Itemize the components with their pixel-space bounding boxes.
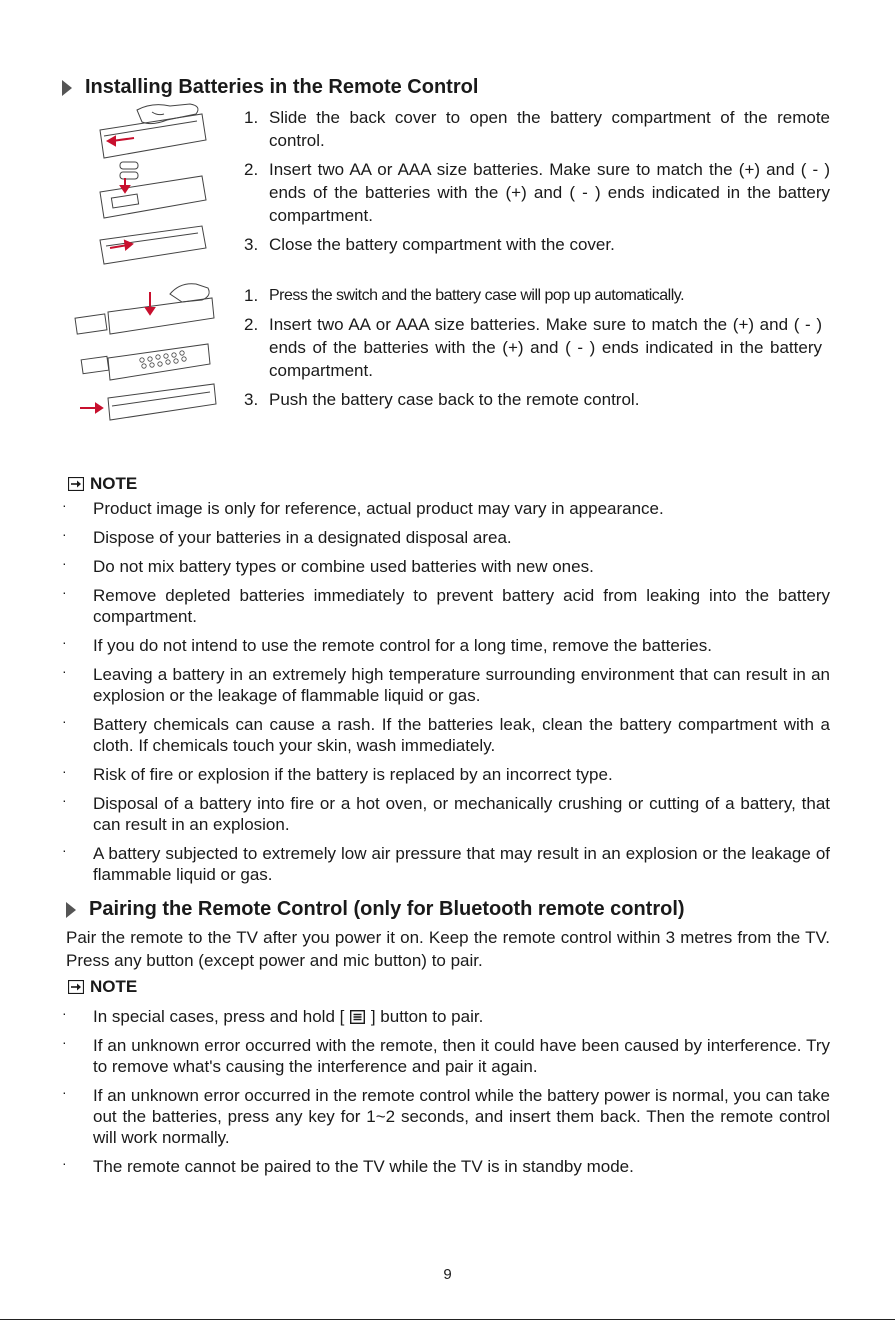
section-heading-installing-batteries xyxy=(62,76,478,99)
list-item: · Battery chemicals can cause a rash. If the batteries leak, clean the battery compartment with a cloth. If chemicals touch your skin, wash immediately. xyxy=(62,713,830,755)
triangle-bullet-icon xyxy=(66,902,76,918)
page-number: 9 xyxy=(443,1266,452,1283)
list-item: · Risk of fire or explosion if the battery is replaced by an incorrect type. xyxy=(62,763,613,784)
step-text: Push the battery case back to the remote control. xyxy=(269,390,640,409)
bottom-divider xyxy=(0,1319,895,1320)
list-item: · If an unknown error occurred with the remote, then it could have been caused by interference. Try to remove what's causing the interference and pair it again. xyxy=(62,1034,830,1076)
step-text: Close the battery compartment with the cover. xyxy=(269,235,615,254)
step-text: Insert two AA or AAA size batteries. Make sure to match the (+) and ( - ) ends of the batteries with the (+) and ( - ) ends indicated in the battery compartment. xyxy=(269,160,830,225)
step-text: Slide the back cover to open the battery compartment of the remote control. xyxy=(269,108,830,150)
note-list xyxy=(60,498,830,893)
step-item: 2. Insert two AA or AAA size batteries. Make sure to match the (+) and ( - ) ends of the batteries with the (+) and ( - ) ends indicated in the battery compartment. xyxy=(244,315,822,380)
note-arrow-icon xyxy=(68,477,84,491)
remote-slide-cover-illustration xyxy=(92,100,217,270)
list-item: · Leaving a battery in an extremely high temperature surrounding environment that can result in an explosion or the leakage of flammable liquid or gas. xyxy=(62,663,830,705)
remote-popup-case-illustration xyxy=(72,276,222,426)
list-item: · Disposal of a battery into fire or a hot oven, or mechanically crushing or cutting of a battery, that can result in an explosion. xyxy=(62,792,830,834)
list-item: · Product image is only for reference, actual product may vary in appearance. xyxy=(62,497,664,518)
step-text: Insert two AA or AAA size batteries. Make sure to match the (+) and ( - ) ends of the batteries with the (+) and ( - ) ends indicated in the battery compartment. xyxy=(269,315,822,380)
step-text: Press the switch and the battery case will pop up automatically. xyxy=(269,287,685,304)
list-item: · Do not mix battery types or combine used batteries with new ones. xyxy=(62,555,594,576)
step-item: 1. Slide the back cover to open the battery compartment of the remote control. xyxy=(244,108,830,150)
note-heading xyxy=(68,474,137,494)
note-label: NOTE xyxy=(90,474,138,493)
list-item: · In special cases, press and hold [ ] button to pair. xyxy=(62,1005,484,1026)
note-label: NOTE xyxy=(90,977,138,996)
note-heading xyxy=(68,977,137,997)
list-item: · If an unknown error occurred in the remote control while the battery power is normal, you can take out the batteries, press any key for 1~2 seconds, and insert them back. Then the remote control will work normally. xyxy=(62,1084,830,1147)
steps-group-b xyxy=(244,284,822,417)
menu-button-icon xyxy=(350,1010,365,1024)
steps-group-a xyxy=(244,106,830,262)
note-list xyxy=(60,1006,830,1185)
step-item: 1. Press the switch and the battery case will pop up automatically. xyxy=(244,284,822,307)
step-item: 3. Close the battery compartment with the cover. xyxy=(244,233,830,256)
note-arrow-icon xyxy=(68,980,84,994)
triangle-bullet-icon xyxy=(62,80,72,96)
section-title: Installing Batteries in the Remote Control xyxy=(85,76,479,98)
list-item: · Remove depleted batteries immediately to prevent battery acid from leaking into the battery compartment. xyxy=(62,584,830,626)
list-item: · If you do not intend to use the remote control for a long time, remove the batteries. xyxy=(62,634,712,655)
section-title: Pairing the Remote Control (only for Bluetooth remote control) xyxy=(89,898,685,920)
list-item: · The remote cannot be paired to the TV while the TV is in standby mode. xyxy=(62,1155,634,1176)
list-item: · Dispose of your batteries in a designated disposal area. xyxy=(62,526,512,547)
pairing-intro: Pair the remote to the TV after you power it on. Keep the remote control within 3 metres from the TV. Press any button (except power and mic button) to pair. xyxy=(66,928,830,970)
step-item: 2. Insert two AA or AAA size batteries. Make sure to match the (+) and ( - ) ends of the batteries with the (+) and ( - ) ends indicated in the battery compartment. xyxy=(244,160,830,225)
section-heading-pairing xyxy=(66,898,685,921)
step-item: 3. Push the battery case back to the remote control. xyxy=(244,388,822,411)
list-item: · A battery subjected to extremely low air pressure that may result in an explosion or the leakage of flammable liquid or gas. xyxy=(62,842,830,884)
